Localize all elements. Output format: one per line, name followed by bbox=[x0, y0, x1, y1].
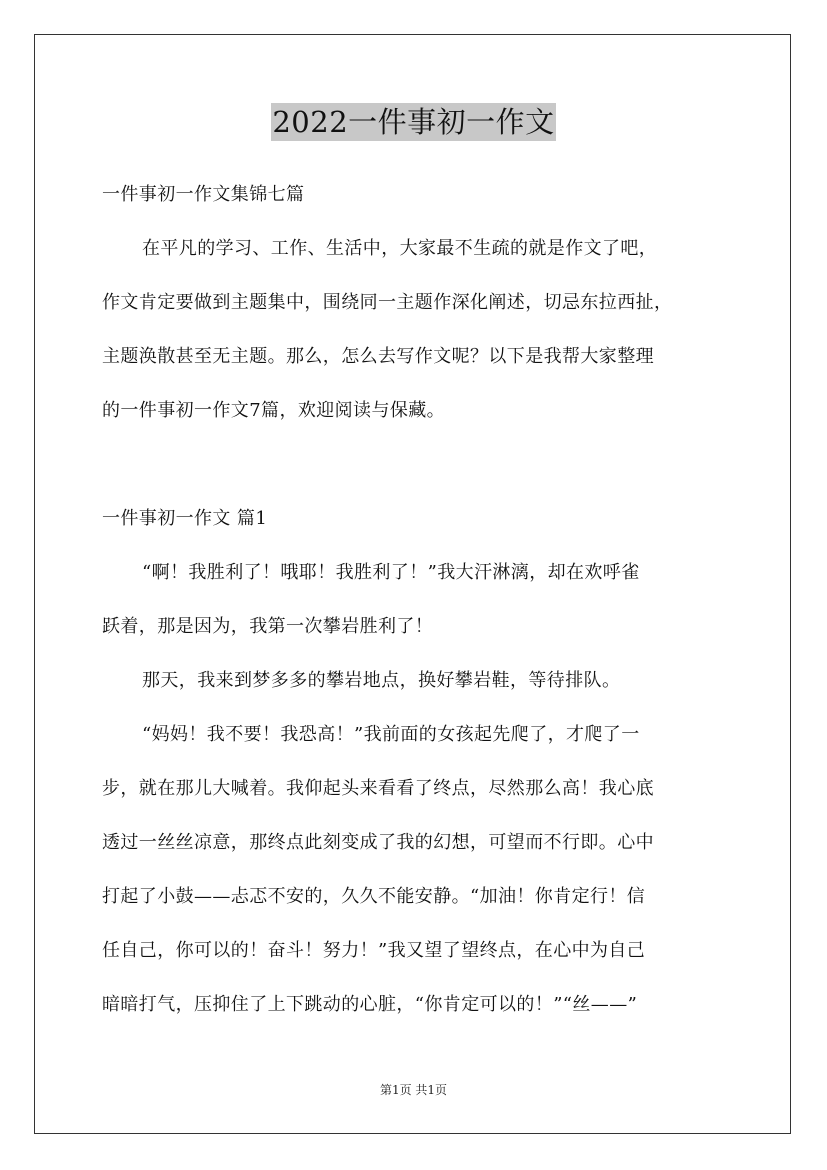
document-title: 2022一件事初一作文 bbox=[272, 105, 555, 139]
intro-line: 主题涣散甚至无主题。那么，怎么去写作文呢？以下是我帮大家整理 bbox=[102, 346, 654, 367]
body-line: 打起了小鼓——忐忑不安的，久久不能安静。“加油！你肯定行！信 bbox=[102, 886, 646, 907]
page-number-label: 第1页 共1页 bbox=[379, 1083, 448, 1097]
body-line: 任自己，你可以的！奋斗！努力！”我又望了望终点，在心中为自己 bbox=[102, 940, 646, 961]
paragraph-spacer bbox=[102, 438, 742, 492]
title-container bbox=[0, 103, 827, 141]
body-line: 透过一丝丝凉意，那终点此刻变成了我的幻想，可望而不行即。心中 bbox=[102, 832, 654, 853]
section-heading: 一件事初一作文 篇1 bbox=[102, 508, 268, 529]
body-line: “啊！我胜利了！哦耶！我胜利了！”我大汗淋漓，却在欢呼雀 bbox=[142, 562, 640, 583]
document-body bbox=[102, 168, 742, 1032]
intro-line: 在平凡的学习、工作、生活中，大家最不生疏的就是作文了吧， bbox=[142, 238, 658, 259]
body-line: 那天，我来到梦多多的攀岩地点，换好攀岩鞋，等待排队。 bbox=[142, 670, 621, 691]
body-line: 暗暗打气，压抑住了上下跳动的心脏，“你肯定可以的！”“丝——” bbox=[102, 994, 638, 1015]
intro-line: 的一件事初一作文7篇，欢迎阅读与保藏。 bbox=[102, 400, 446, 421]
body-line: 步，就在那儿大喊着。我仰起头来看看了终点，尽然那么高！我心底 bbox=[102, 778, 654, 799]
body-line: 跃着，那是因为，我第一次攀岩胜利了！ bbox=[102, 616, 434, 637]
page-footer bbox=[0, 1082, 827, 1098]
body-line: “妈妈！我不要！我恐高！”我前面的女孩起先爬了，才爬了一 bbox=[142, 724, 640, 745]
document-subtitle: 一件事初一作文集锦七篇 bbox=[102, 184, 305, 205]
intro-line: 作文肯定要做到主题集中，围绕同一主题作深化阐述，切忌东拉西扯， bbox=[102, 292, 673, 313]
